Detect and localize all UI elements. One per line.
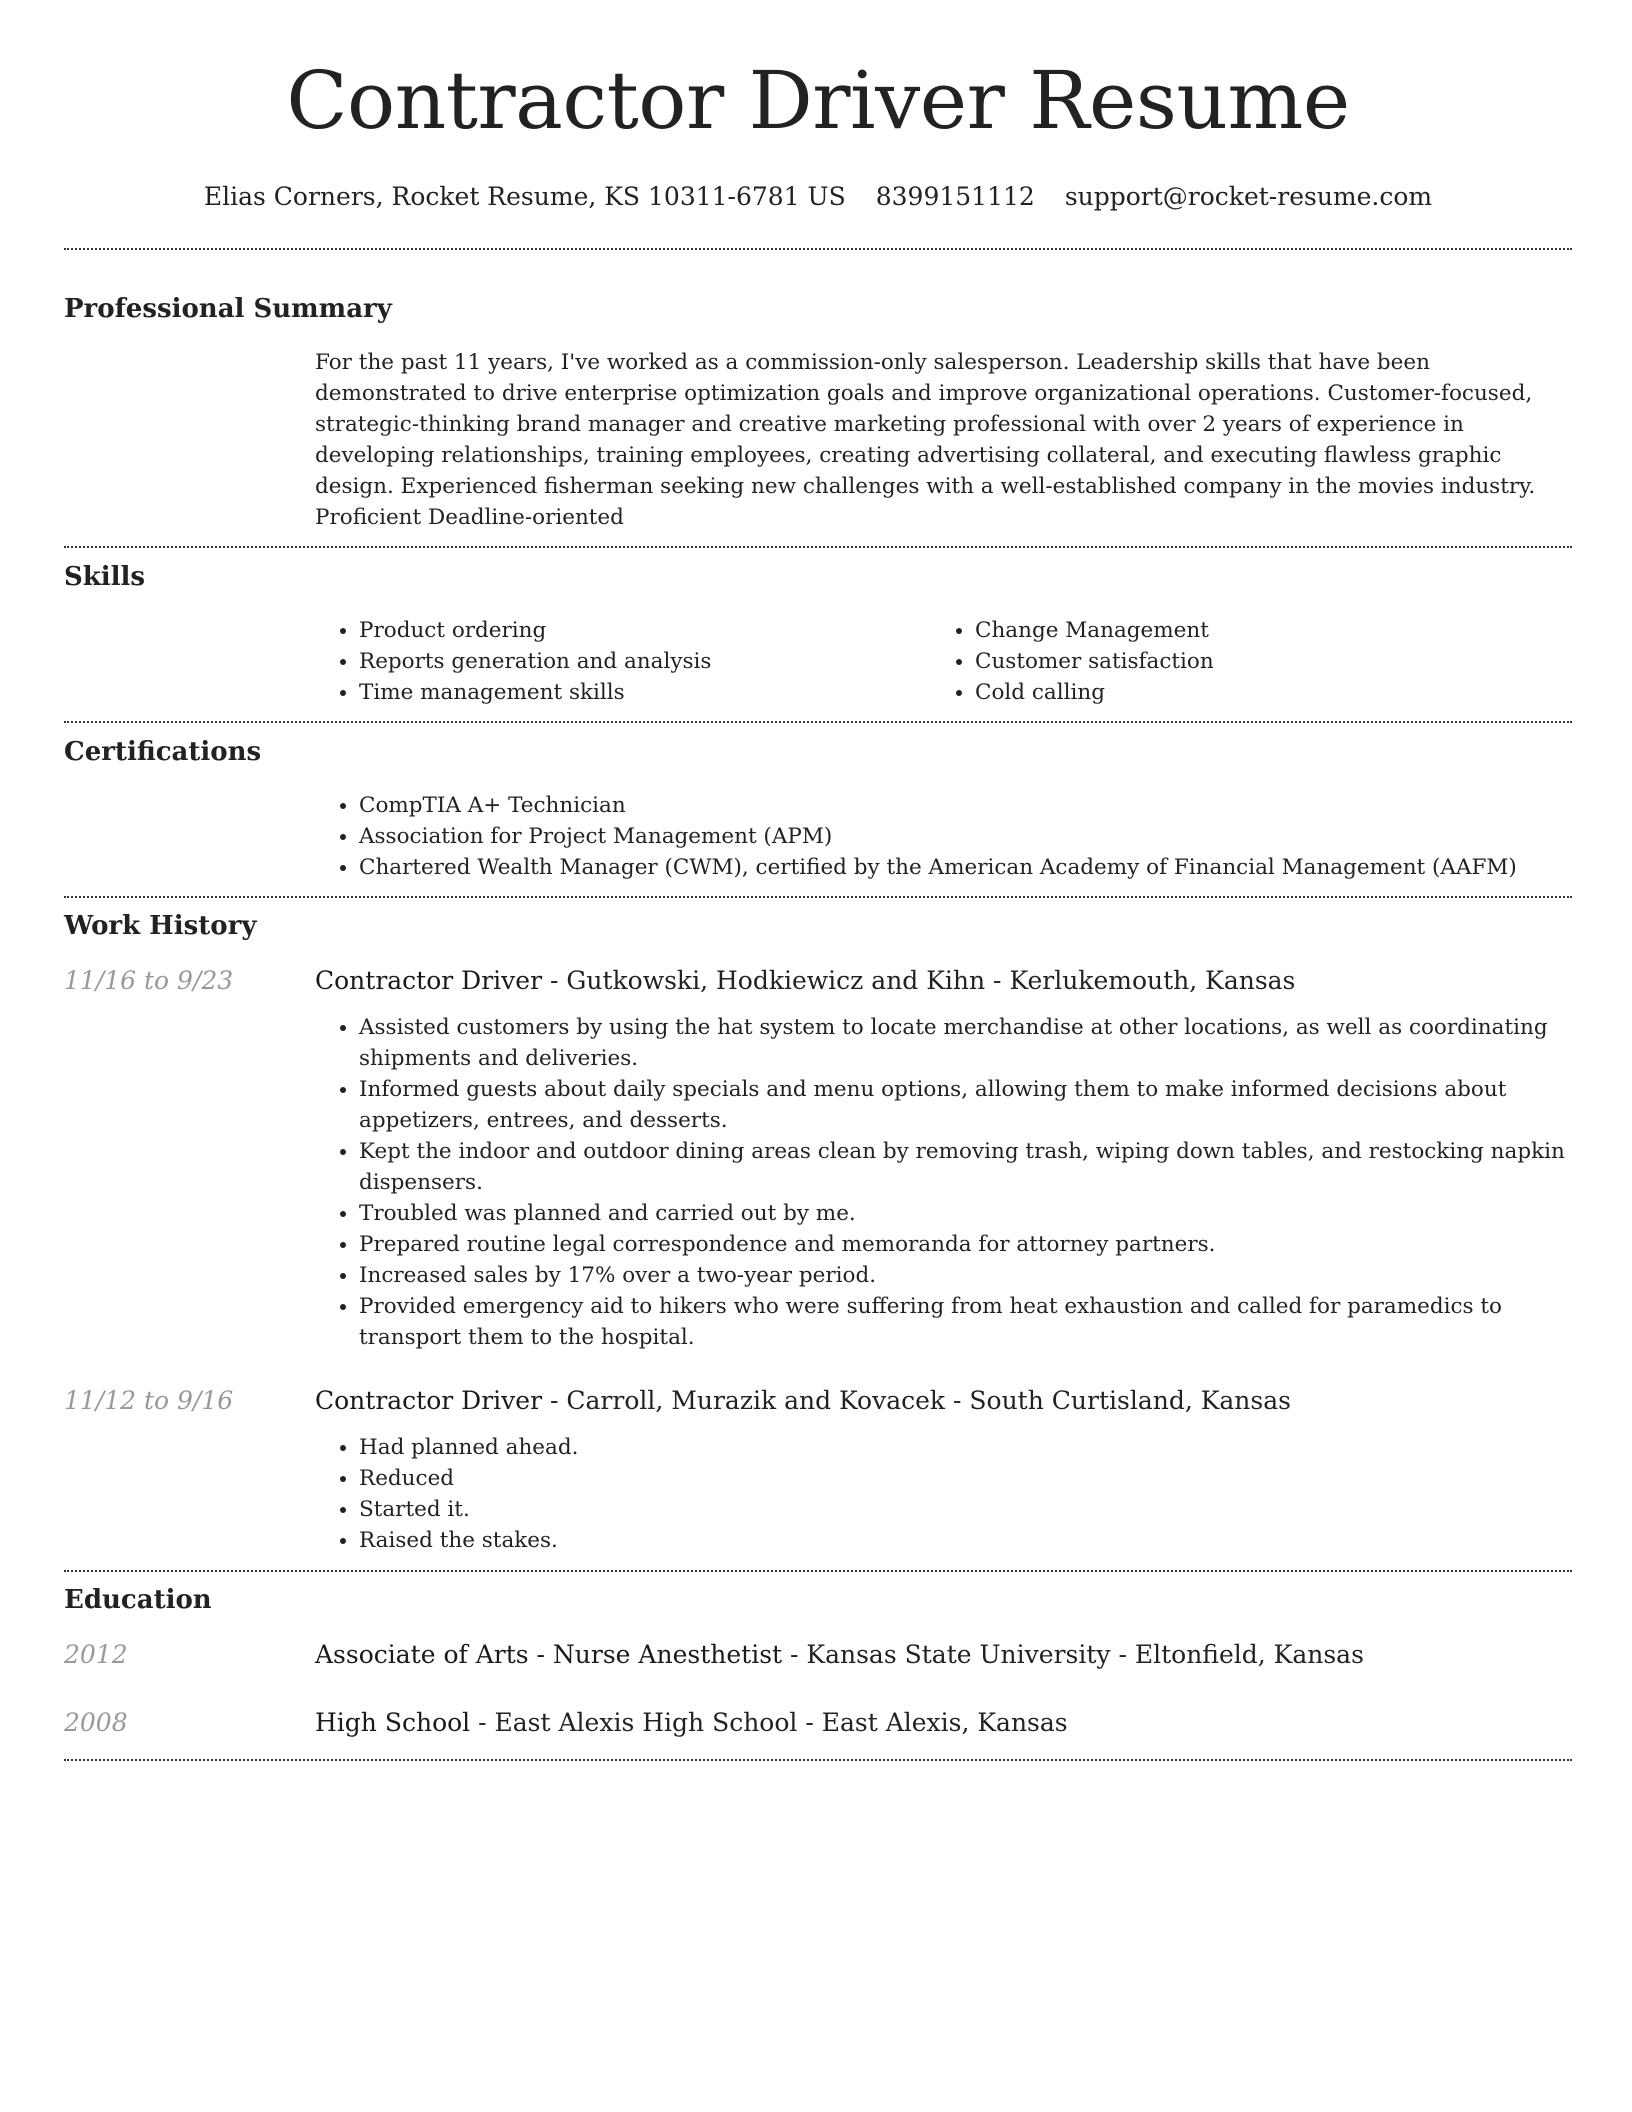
divider [64,721,1572,723]
job-entry [64,964,1572,1353]
certification-item: • Chartered Wealth Manager (CWM), certified by the American Academy of Financial Management (AAFM) [359,852,1572,883]
divider [64,248,1572,250]
job-dates: 11/12 to 9/16 [64,1386,234,1415]
education-entry [64,1638,1572,1672]
job-body [315,1384,1572,1556]
skills-heading: Skills [64,562,146,592]
skill-item: • Product ordering [359,615,931,646]
divider [64,546,1572,548]
skill-item: • Customer satisfaction [975,646,1547,677]
job-bullet: • Informed guests about daily specials and menu options, allowing them to make informed decisions about appetizers, entrees, and desserts. [359,1074,1572,1136]
work-history-section [64,910,1572,1556]
job-bullet: • Provided emergency aid to hikers who were suffering from heat exhaustion and called for paramedics to transport them to the hospital. [359,1291,1572,1353]
education-school: - East Alexis High School - East Alexis, Kansas [470,1708,1068,1737]
job-header [315,1384,1572,1418]
summary-section [64,293,1572,533]
job-bullet: • Started it. [359,1494,1572,1525]
job-bullet: • Prepared routine legal correspondence and memoranda for attorney partners. [359,1229,1572,1260]
job-role: Contractor Driver [315,1386,543,1415]
job-employer: - Gutkowski, Hodkiewicz and Kihn - Kerlukemouth, Kansas [542,966,1296,995]
education-body [315,1706,1572,1740]
divider [64,896,1572,898]
skill-item: • Cold calling [975,677,1547,708]
summary-heading: Professional Summary [64,294,392,324]
skills-column-right [931,615,1547,708]
skills-column-left [315,615,931,708]
contact-line [64,180,1572,214]
skills-grid [315,615,1572,708]
job-bullet: • Reduced [359,1463,1572,1494]
contact-phone: 8399151112 [875,182,1035,211]
job-bullet: • Raised the stakes. [359,1525,1572,1556]
education-degree: Associate of Arts - Nurse Anesthetist [315,1640,783,1669]
job-header [315,964,1572,998]
job-body [315,964,1572,1353]
contact-address: Elias Corners, Rocket Resume, KS 10311-6781 US [203,182,846,211]
skill-item: • Change Management [975,615,1547,646]
skill-item: • Reports generation and analysis [359,646,931,677]
education-degree: High School [315,1708,471,1737]
resume-title: Contractor Driver Resume [286,54,1350,147]
divider [64,1759,1572,1761]
job-entry [64,1384,1572,1556]
job-bullet: • Assisted customers by using the hat system to locate merchandise at other locations, as well as coordinating shipments and deliveries. [359,1012,1572,1074]
education-header [315,1638,1572,1672]
job-dates: 11/16 to 9/23 [64,966,234,995]
education-header [315,1706,1572,1740]
education-heading: Education [64,1585,212,1615]
certification-item: • CompTIA A+ Technician [359,790,1572,821]
job-role: Contractor Driver [315,966,543,995]
divider [64,1570,1572,1572]
job-bullet: • Kept the indoor and outdoor dining areas clean by removing trash, wiping down tables, and restocking napkin dispensers. [359,1136,1572,1198]
education-school: - Kansas State University - Eltonfield, Kansas [782,1640,1364,1669]
education-year: 2012 [64,1640,128,1669]
education-body [315,1638,1572,1672]
education-year: 2008 [64,1708,128,1737]
resume-page [64,0,1572,1761]
work-history-heading: Work History [64,911,257,941]
education-entry [64,1706,1572,1740]
job-bullet: • Increased sales by 17% over a two-year period. [359,1260,1572,1291]
certifications-list [315,790,1572,883]
education-section [64,1584,1572,1740]
skills-section [64,561,1572,708]
certifications-heading: Certifications [64,737,262,767]
certifications-section [64,736,1572,883]
skill-item: • Time management skills [359,677,931,708]
job-employer: - Carroll, Murazik and Kovacek - South Curtisland, Kansas [542,1386,1291,1415]
job-bullets [315,1012,1572,1353]
job-bullet: • Troubled was planned and carried out by me. [359,1198,1572,1229]
certification-item: • Association for Project Management (APM) [359,821,1572,852]
job-bullets [315,1432,1572,1556]
summary-text: For the past 11 years, I've worked as a commission-only salesperson. Leadership skills that have been demonstrated to drive enterprise optimization goals and improve organizational operations. Customer-focused, strategic-thinking brand manager and creative marketing professional with over 2 years of experience in developing relationships, training employees, creating advertising collateral, and executing flawless graphic design. Experienced fisherman seeking new challenges with a well-established company in the movies industry. Proficient Deadline-oriented [315,350,1536,530]
job-bullet: • Had planned ahead. [359,1432,1572,1463]
contact-email: support@rocket-resume.com [1064,182,1433,211]
